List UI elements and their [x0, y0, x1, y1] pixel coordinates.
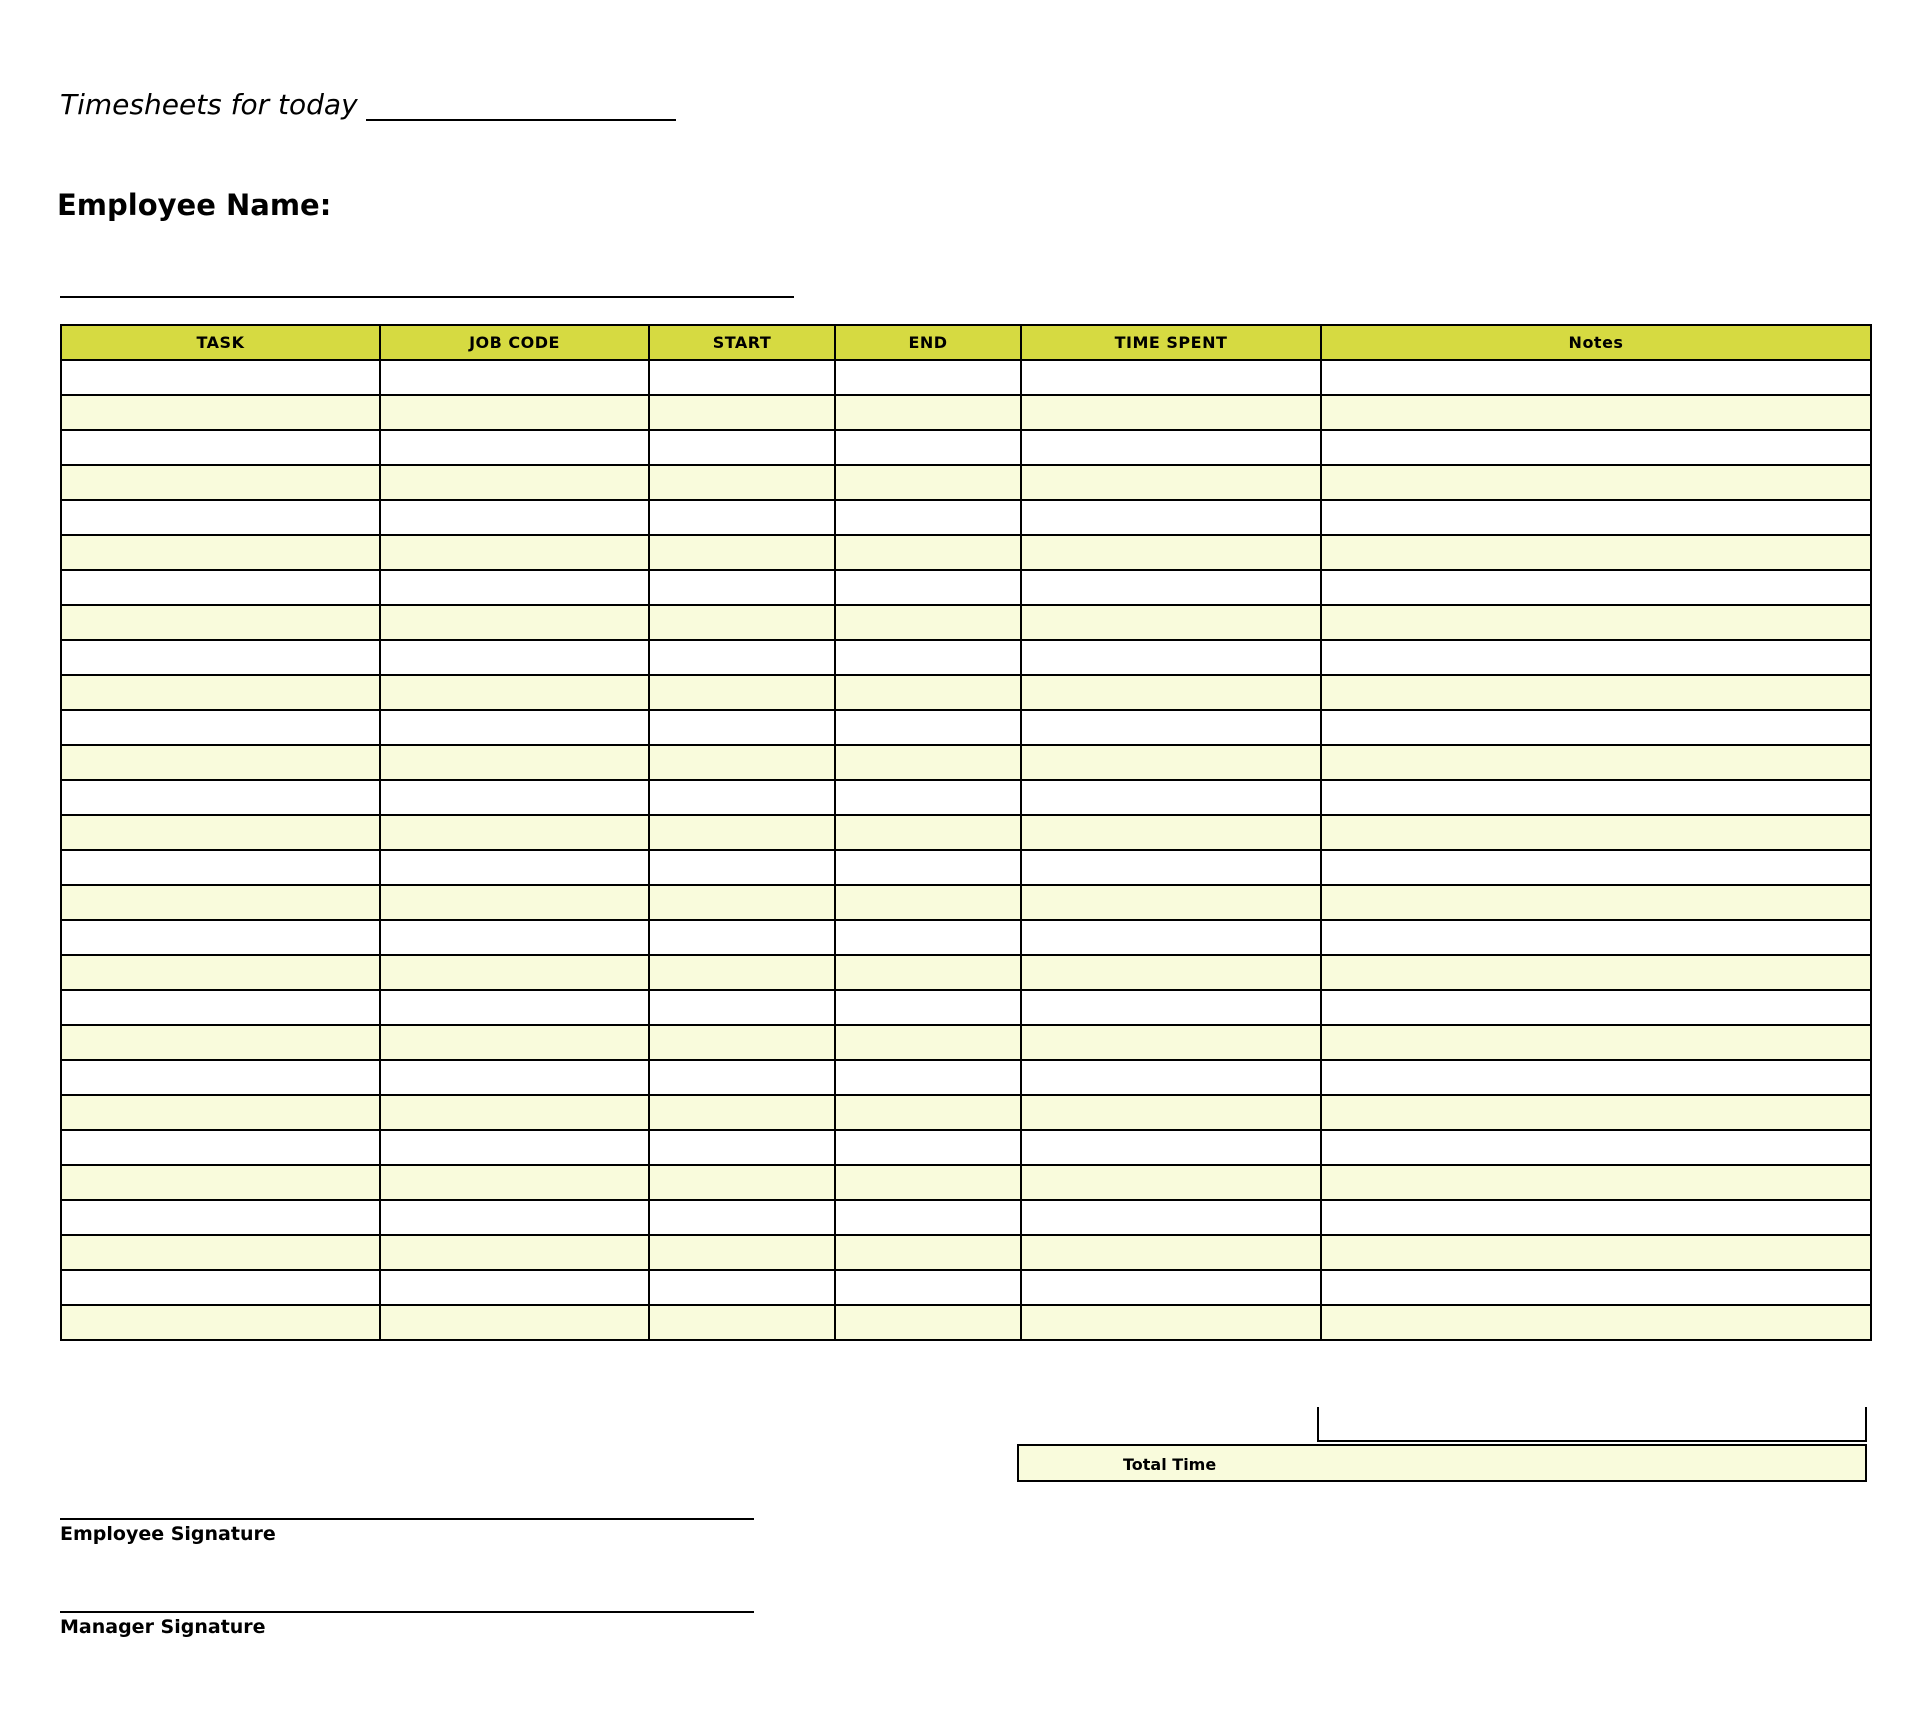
total-time-row: [1017, 1444, 1867, 1482]
cell-time-spent[interactable]: [1021, 1165, 1321, 1200]
cell-end[interactable]: [835, 1200, 1021, 1235]
cell-start[interactable]: [649, 780, 835, 815]
cell-task[interactable]: [61, 955, 380, 990]
cell-job-code[interactable]: [380, 640, 649, 675]
cell-start[interactable]: [649, 675, 835, 710]
total-time-label: Total Time: [1123, 1455, 1217, 1474]
employee-signature-label: Employee Signature: [60, 1523, 276, 1545]
cell-task[interactable]: [61, 1095, 380, 1130]
cell-time-spent[interactable]: [1021, 430, 1321, 465]
cell-end[interactable]: [835, 1130, 1021, 1165]
cell-end[interactable]: [835, 360, 1021, 395]
cell-notes[interactable]: [1321, 430, 1871, 465]
column-header-time-spent: TIME SPENT: [1021, 325, 1321, 360]
cell-start[interactable]: [649, 360, 835, 395]
column-header-job-code: JOB CODE: [380, 325, 649, 360]
cell-time-spent[interactable]: [1021, 885, 1321, 920]
table-row: [61, 1165, 1871, 1200]
cell-time-spent[interactable]: [1021, 1235, 1321, 1270]
cell-notes[interactable]: [1321, 1060, 1871, 1095]
cell-task[interactable]: [61, 1235, 380, 1270]
cell-notes[interactable]: [1321, 535, 1871, 570]
cell-notes[interactable]: [1321, 465, 1871, 500]
cell-time-spent[interactable]: [1021, 710, 1321, 745]
cell-job-code[interactable]: [380, 465, 649, 500]
cell-start[interactable]: [649, 850, 835, 885]
table-row: [61, 780, 1871, 815]
table-row: [61, 1095, 1871, 1130]
table-row: [61, 1200, 1871, 1235]
cell-end[interactable]: [835, 535, 1021, 570]
cell-job-code[interactable]: [380, 990, 649, 1025]
cell-end[interactable]: [835, 1305, 1021, 1340]
cell-notes[interactable]: [1321, 780, 1871, 815]
cell-notes[interactable]: [1321, 1200, 1871, 1235]
cell-start[interactable]: [649, 1165, 835, 1200]
cell-end[interactable]: [835, 745, 1021, 780]
table-row: [61, 640, 1871, 675]
cell-job-code[interactable]: [380, 1130, 649, 1165]
cell-notes[interactable]: [1321, 605, 1871, 640]
cell-time-spent[interactable]: [1021, 780, 1321, 815]
cell-task[interactable]: [61, 920, 380, 955]
manager-signature-label: Manager Signature: [60, 1616, 266, 1638]
cell-start[interactable]: [649, 710, 835, 745]
cell-job-code[interactable]: [380, 955, 649, 990]
cell-job-code[interactable]: [380, 815, 649, 850]
cell-end[interactable]: [835, 395, 1021, 430]
cell-notes[interactable]: [1321, 990, 1871, 1025]
table-row: [61, 430, 1871, 465]
cell-time-spent[interactable]: [1021, 1025, 1321, 1060]
cell-start[interactable]: [649, 1025, 835, 1060]
cell-start[interactable]: [649, 885, 835, 920]
cell-start[interactable]: [649, 430, 835, 465]
cell-time-spent[interactable]: [1021, 955, 1321, 990]
cell-notes[interactable]: [1321, 675, 1871, 710]
table-row: [61, 710, 1871, 745]
cell-task[interactable]: [61, 815, 380, 850]
cell-notes[interactable]: [1321, 955, 1871, 990]
cell-task[interactable]: [61, 430, 380, 465]
cell-time-spent[interactable]: [1021, 395, 1321, 430]
cell-end[interactable]: [835, 780, 1021, 815]
cell-time-spent[interactable]: [1021, 1200, 1321, 1235]
table-header-row: [61, 325, 1871, 360]
cell-task[interactable]: [61, 535, 380, 570]
table-row: [61, 920, 1871, 955]
cell-end[interactable]: [835, 1165, 1021, 1200]
cell-task[interactable]: [61, 500, 380, 535]
table-row: [61, 1270, 1871, 1305]
cell-task[interactable]: [61, 605, 380, 640]
cell-end[interactable]: [835, 675, 1021, 710]
table-row: [61, 850, 1871, 885]
cell-time-spent[interactable]: [1021, 465, 1321, 500]
cell-notes[interactable]: [1321, 570, 1871, 605]
cell-job-code[interactable]: [380, 885, 649, 920]
table-row: [61, 1305, 1871, 1340]
cell-job-code[interactable]: [380, 360, 649, 395]
cell-task[interactable]: [61, 1270, 380, 1305]
cell-time-spent[interactable]: [1021, 360, 1321, 395]
cell-time-spent[interactable]: [1021, 640, 1321, 675]
cell-start[interactable]: [649, 1200, 835, 1235]
cell-task[interactable]: [61, 990, 380, 1025]
cell-task[interactable]: [61, 780, 380, 815]
table-row: [61, 815, 1871, 850]
cell-time-spent[interactable]: [1021, 570, 1321, 605]
cell-notes[interactable]: [1321, 395, 1871, 430]
cell-time-spent[interactable]: [1021, 745, 1321, 780]
table-row: [61, 1025, 1871, 1060]
cell-time-spent[interactable]: [1021, 1095, 1321, 1130]
cell-notes[interactable]: [1321, 1305, 1871, 1340]
cell-notes[interactable]: [1321, 1025, 1871, 1060]
cell-task[interactable]: [61, 1060, 380, 1095]
cell-task[interactable]: [61, 1025, 380, 1060]
cell-time-spent[interactable]: [1021, 920, 1321, 955]
cell-start[interactable]: [649, 570, 835, 605]
cell-job-code[interactable]: [380, 710, 649, 745]
cell-job-code[interactable]: [380, 605, 649, 640]
cell-end[interactable]: [835, 1095, 1021, 1130]
cell-notes[interactable]: [1321, 850, 1871, 885]
cell-start[interactable]: [649, 815, 835, 850]
cell-job-code[interactable]: [380, 1060, 649, 1095]
cell-time-spent[interactable]: [1021, 500, 1321, 535]
cell-end[interactable]: [835, 570, 1021, 605]
cell-task[interactable]: [61, 1305, 380, 1340]
cell-time-spent[interactable]: [1021, 605, 1321, 640]
cell-job-code[interactable]: [380, 1200, 649, 1235]
cell-job-code[interactable]: [380, 780, 649, 815]
cell-task[interactable]: [61, 1130, 380, 1165]
column-header-start: START: [649, 325, 835, 360]
cell-job-code[interactable]: [380, 1165, 649, 1200]
cell-task[interactable]: [61, 465, 380, 500]
table-row: [61, 675, 1871, 710]
cell-task[interactable]: [61, 1200, 380, 1235]
column-header-notes: Notes: [1321, 325, 1871, 360]
cell-start[interactable]: [649, 1130, 835, 1165]
table-row: [61, 885, 1871, 920]
cell-start[interactable]: [649, 1305, 835, 1340]
employee-name-field[interactable]: [60, 296, 794, 298]
cell-notes[interactable]: [1321, 1270, 1871, 1305]
employee-signature-field[interactable]: [60, 1518, 754, 1520]
cell-start[interactable]: [649, 535, 835, 570]
table-row: [61, 395, 1871, 430]
cell-job-code[interactable]: [380, 920, 649, 955]
cell-task[interactable]: [61, 360, 380, 395]
cell-task[interactable]: [61, 885, 380, 920]
employee-name-label: Employee Name:: [57, 188, 332, 222]
page-title-row: [60, 88, 676, 121]
cell-end[interactable]: [835, 430, 1021, 465]
table-row: [61, 605, 1871, 640]
table-row: [61, 570, 1871, 605]
table-row: [61, 535, 1871, 570]
cell-job-code[interactable]: [380, 850, 649, 885]
cell-start[interactable]: [649, 1060, 835, 1095]
cell-start[interactable]: [649, 465, 835, 500]
cell-task[interactable]: [61, 745, 380, 780]
cell-end[interactable]: [835, 990, 1021, 1025]
cell-end[interactable]: [835, 885, 1021, 920]
table-row: [61, 990, 1871, 1025]
cell-job-code[interactable]: [380, 1095, 649, 1130]
cell-start[interactable]: [649, 955, 835, 990]
cell-notes[interactable]: [1321, 815, 1871, 850]
page-title: Timesheets for today: [60, 88, 358, 121]
cell-task[interactable]: [61, 395, 380, 430]
manager-signature-field[interactable]: [60, 1611, 754, 1613]
cell-end[interactable]: [835, 1060, 1021, 1095]
cell-time-spent[interactable]: [1021, 815, 1321, 850]
cell-job-code[interactable]: [380, 1270, 649, 1305]
cell-time-spent[interactable]: [1021, 535, 1321, 570]
cell-task[interactable]: [61, 640, 380, 675]
cell-job-code[interactable]: [380, 675, 649, 710]
table-row: [61, 745, 1871, 780]
cell-end[interactable]: [835, 605, 1021, 640]
cell-start[interactable]: [649, 745, 835, 780]
cell-start[interactable]: [649, 1095, 835, 1130]
cell-notes[interactable]: [1321, 1165, 1871, 1200]
cell-time-spent[interactable]: [1021, 1060, 1321, 1095]
column-header-end: END: [835, 325, 1021, 360]
cell-end[interactable]: [835, 1270, 1021, 1305]
cell-notes[interactable]: [1321, 1130, 1871, 1165]
cell-job-code[interactable]: [380, 745, 649, 780]
cell-time-spent[interactable]: [1021, 850, 1321, 885]
cell-end[interactable]: [835, 465, 1021, 500]
cell-end[interactable]: [835, 500, 1021, 535]
table-row: [61, 500, 1871, 535]
table-row: [61, 360, 1871, 395]
table-row: [61, 1060, 1871, 1095]
cell-start[interactable]: [649, 990, 835, 1025]
cell-time-spent[interactable]: [1021, 1305, 1321, 1340]
cell-time-spent[interactable]: [1021, 675, 1321, 710]
cell-end[interactable]: [835, 640, 1021, 675]
cell-time-spent[interactable]: [1021, 1130, 1321, 1165]
notes-overflow-cell[interactable]: [1317, 1407, 1867, 1442]
cell-task[interactable]: [61, 710, 380, 745]
table-row: [61, 465, 1871, 500]
cell-notes[interactable]: [1321, 360, 1871, 395]
cell-job-code[interactable]: [380, 500, 649, 535]
cell-end[interactable]: [835, 710, 1021, 745]
cell-task[interactable]: [61, 675, 380, 710]
cell-end[interactable]: [835, 1025, 1021, 1060]
cell-notes[interactable]: [1321, 745, 1871, 780]
table-row: [61, 955, 1871, 990]
cell-end[interactable]: [835, 920, 1021, 955]
cell-end[interactable]: [835, 815, 1021, 850]
cell-job-code[interactable]: [380, 535, 649, 570]
cell-task[interactable]: [61, 850, 380, 885]
cell-notes[interactable]: [1321, 500, 1871, 535]
cell-start[interactable]: [649, 920, 835, 955]
cell-notes[interactable]: [1321, 1095, 1871, 1130]
cell-notes[interactable]: [1321, 640, 1871, 675]
cell-start[interactable]: [649, 500, 835, 535]
table-row: [61, 1235, 1871, 1270]
cell-job-code[interactable]: [380, 1305, 649, 1340]
cell-job-code[interactable]: [380, 395, 649, 430]
cell-start[interactable]: [649, 1270, 835, 1305]
cell-job-code[interactable]: [380, 430, 649, 465]
cell-notes[interactable]: [1321, 920, 1871, 955]
cell-time-spent[interactable]: [1021, 1270, 1321, 1305]
cell-start[interactable]: [649, 395, 835, 430]
cell-end[interactable]: [835, 1235, 1021, 1270]
cell-job-code[interactable]: [380, 1235, 649, 1270]
cell-time-spent[interactable]: [1021, 990, 1321, 1025]
timesheet-table: [60, 324, 1872, 1341]
cell-notes[interactable]: [1321, 1235, 1871, 1270]
cell-start[interactable]: [649, 605, 835, 640]
cell-task[interactable]: [61, 1165, 380, 1200]
cell-start[interactable]: [649, 1235, 835, 1270]
cell-notes[interactable]: [1321, 885, 1871, 920]
date-field[interactable]: [366, 89, 676, 121]
table-row: [61, 1130, 1871, 1165]
cell-end[interactable]: [835, 955, 1021, 990]
cell-task[interactable]: [61, 570, 380, 605]
cell-end[interactable]: [835, 850, 1021, 885]
cell-job-code[interactable]: [380, 570, 649, 605]
column-header-task: TASK: [61, 325, 380, 360]
cell-job-code[interactable]: [380, 1025, 649, 1060]
cell-notes[interactable]: [1321, 710, 1871, 745]
table-body: [61, 360, 1871, 1340]
cell-start[interactable]: [649, 640, 835, 675]
